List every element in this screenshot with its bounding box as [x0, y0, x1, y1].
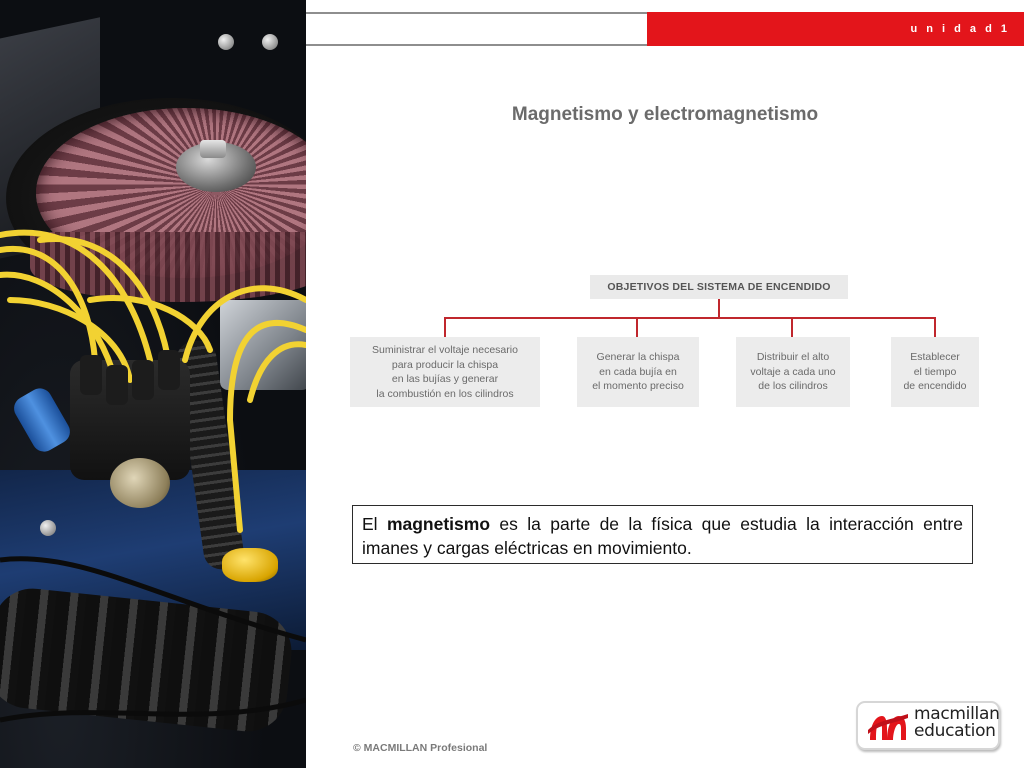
- logo-wordmark-line1: macmillan: [914, 704, 1000, 724]
- diagram-root-node: OBJETIVOS DEL SISTEMA DE ENCENDIDO: [590, 275, 848, 299]
- definition-term: magnetismo: [386, 514, 491, 534]
- macmillan-education-logo: [856, 701, 1000, 750]
- diagram-connector-branch: [444, 317, 446, 337]
- ignition-objectives-diagram: [340, 270, 990, 420]
- diagram-node: Distribuir el alto voltaje a cada uno de los cilindros: [736, 337, 850, 407]
- slide-title: Magnetismo y electromagnetismo: [511, 104, 819, 125]
- diagram-node: Generar la chispa en cada bujía en el momento preciso: [577, 337, 699, 407]
- diagram-connector-branch: [636, 317, 638, 337]
- definition-text: es la parte de la física que estudia la interacción entre imanes y cargas eléctricas en movimiento.: [362, 514, 963, 558]
- unit-banner: [647, 12, 1024, 46]
- unit-label: u n i d a d 1: [910, 23, 1010, 35]
- header-rule: [306, 12, 647, 46]
- diagram-node: Establecer el tiempo de encendido: [891, 337, 979, 407]
- engine-photo: [0, 0, 306, 768]
- diagram-connector-branch: [791, 317, 793, 337]
- diagram-connector-vertical: [718, 299, 720, 318]
- diagram-connector-horizontal: [444, 317, 936, 319]
- definition-box: [352, 505, 973, 564]
- logo-wordmark-line2: education: [914, 721, 996, 741]
- copyright-notice: © MACMILLAN Profesional: [353, 742, 488, 754]
- definition-prefix: El: [362, 514, 387, 534]
- diagram-connector-branch: [934, 317, 936, 337]
- diagram-node: Suministrar el voltaje necesario para producir la chispa en las bujías y generar la combustión en los cilindros: [350, 337, 540, 407]
- macmillan-flame-icon: [868, 710, 910, 742]
